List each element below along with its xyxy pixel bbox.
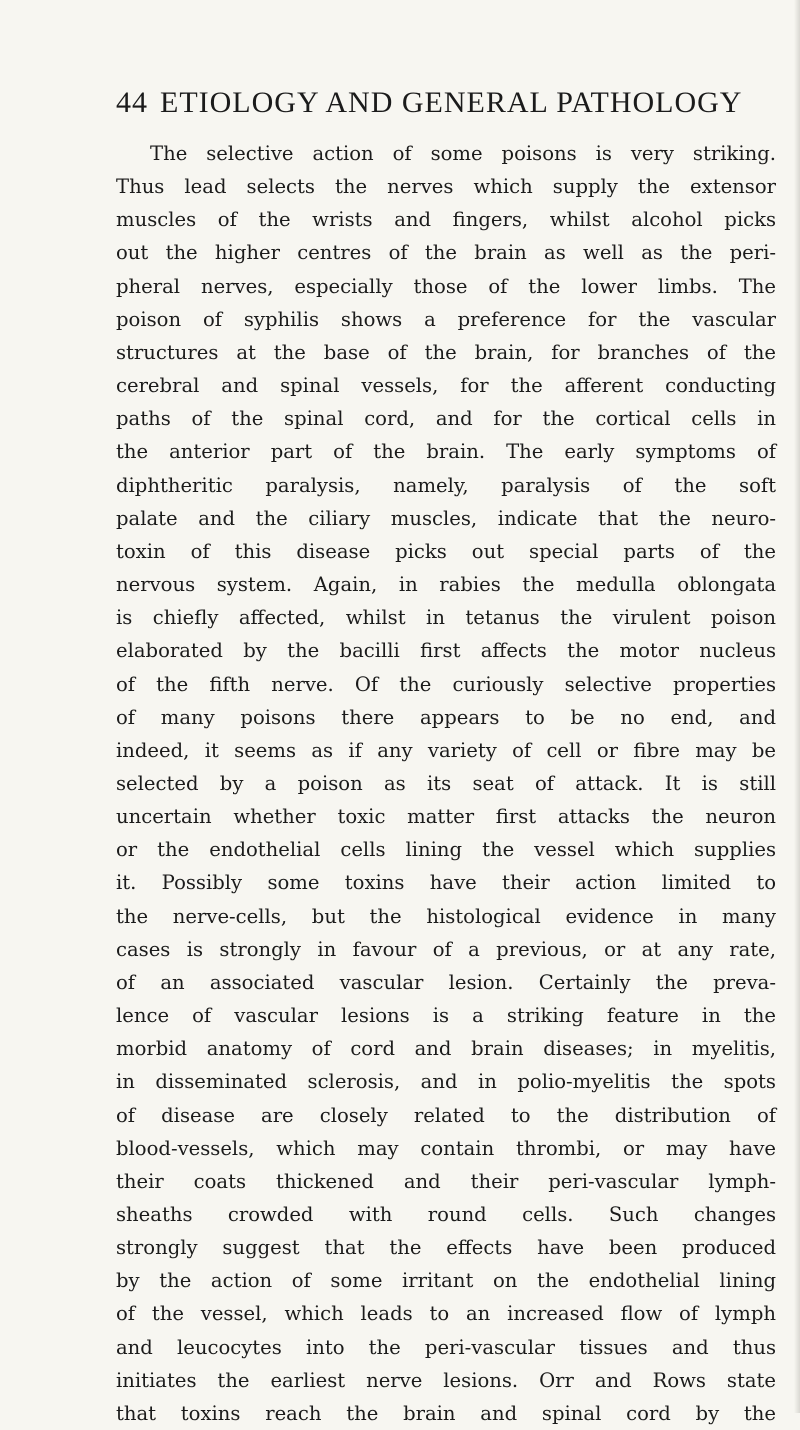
text-line: of the vessel, which leads to an increased flow of lymph bbox=[116, 1302, 776, 1326]
page-number: 44 bbox=[116, 86, 148, 119]
text-line: out the higher centres of the brain as well as the peri- bbox=[116, 241, 776, 265]
text-line: by the action of some irritant on the endothelial lining bbox=[116, 1269, 776, 1293]
running-head bbox=[116, 88, 776, 118]
text-line: toxin of this disease picks out special parts of the bbox=[116, 539, 776, 563]
text-line: of disease are closely related to the distribution of bbox=[116, 1103, 776, 1127]
text-line: Thus lead selects the nerves which supply the extensor bbox=[116, 175, 776, 199]
text-line: The selective action of some poisons is very striking. bbox=[150, 142, 776, 165]
text-line: palate and the ciliary muscles, indicate that the neuro- bbox=[116, 506, 776, 530]
text-line: and leucocytes into the peri-vascular tissues and thus bbox=[116, 1335, 776, 1359]
text-line: nervous system. Again, in rabies the medulla oblongata bbox=[116, 573, 776, 597]
text-line: of an associated vascular lesion. Certainly the preva- bbox=[116, 970, 776, 994]
text-line: in disseminated sclerosis, and in polio-myelitis the spots bbox=[116, 1070, 776, 1094]
text-line: of many poisons there appears to be no end, and bbox=[116, 705, 776, 729]
page-edge-shadow bbox=[794, 0, 800, 1413]
text-line: poison of syphilis shows a preference for the vascular bbox=[116, 307, 776, 331]
text-line: is chiefly affected, whilst in tetanus the virulent poison bbox=[116, 606, 776, 630]
text-line: indeed, it seems as if any variety of cell or fibre may be bbox=[116, 738, 776, 762]
text-line: muscles of the wrists and fingers, whilst alcohol picks bbox=[116, 208, 776, 232]
text-line: selected by a poison as its seat of attack. It is still bbox=[116, 771, 776, 795]
text-line: pheral nerves, especially those of the lower limbs. The bbox=[116, 274, 776, 298]
text-line: elaborated by the bacilli first affects the motor nucleus bbox=[116, 639, 776, 663]
body-paragraph bbox=[116, 137, 776, 1430]
text-line: of the fifth nerve. Of the curiously selective properties bbox=[116, 672, 776, 696]
text-line: morbid anatomy of cord and brain diseases; in myelitis, bbox=[116, 1037, 776, 1061]
text-line: lence of vascular lesions is a striking feature in the bbox=[116, 1004, 776, 1028]
text-line: that toxins reach the brain and spinal cord by the bbox=[116, 1401, 776, 1425]
chapter-title: ETIOLOGY AND GENERAL PATHOLOGY bbox=[160, 86, 743, 119]
text-line: their coats thickened and their peri-vascular lymph- bbox=[116, 1169, 776, 1193]
text-line: the anterior part of the brain. The early symptoms of bbox=[116, 440, 776, 464]
text-line: it. Possibly some toxins have their action limited to bbox=[116, 871, 776, 895]
text-line: paths of the spinal cord, and for the cortical cells in bbox=[116, 407, 776, 431]
text-line: or the endothelial cells lining the vessel which supplies bbox=[116, 838, 776, 862]
text-line: strongly suggest that the effects have been produced bbox=[116, 1236, 776, 1260]
text-line: blood-vessels, which may contain thrombi, or may have bbox=[116, 1136, 776, 1160]
text-line: structures at the base of the brain, for branches of the bbox=[116, 340, 776, 364]
text-line: cerebral and spinal vessels, for the afferent conducting bbox=[116, 374, 776, 398]
text-line: diphtheritic paralysis, namely, paralysis of the soft bbox=[116, 473, 776, 497]
text-line: the nerve-cells, but the histological evidence in many bbox=[116, 904, 776, 928]
text-line: sheaths crowded with round cells. Such changes bbox=[116, 1203, 776, 1226]
text-line: initiates the earliest nerve lesions. Orr and Rows state bbox=[116, 1368, 776, 1392]
text-line: uncertain whether toxic matter first attacks the neuron bbox=[116, 805, 776, 829]
text-line: cases is strongly in favour of a previous, or at any rate, bbox=[116, 937, 776, 961]
